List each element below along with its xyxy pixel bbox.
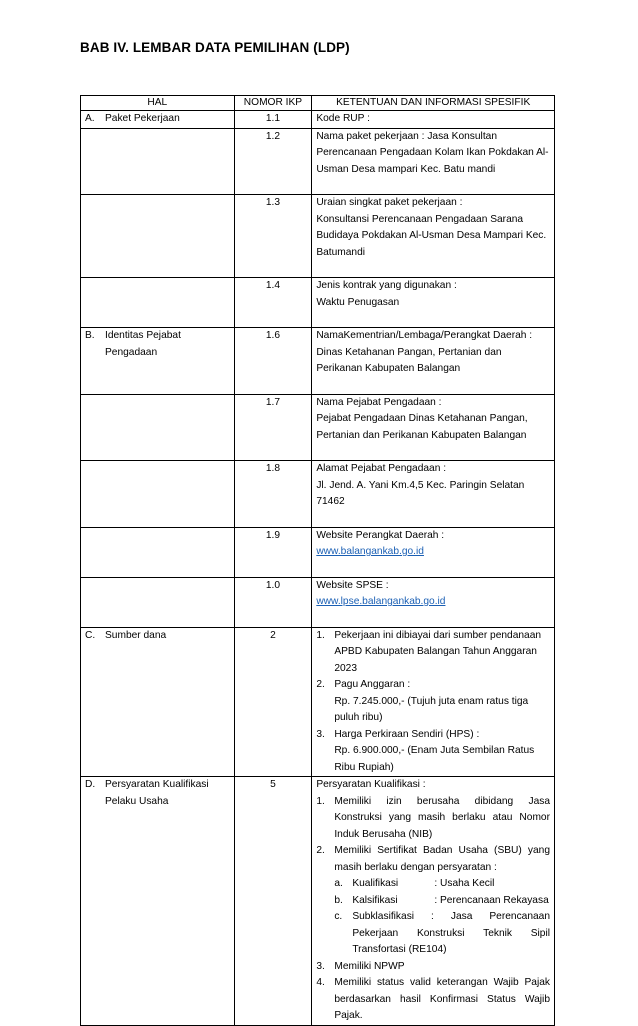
info-cell — [312, 461, 555, 528]
sub-list-item: c. Subklasifikasi : Jasa Perencanaan Pekerjaan Konstruksi Teknik Sipil Transfortasi (RE104) — [334, 911, 550, 955]
info-cell — [312, 527, 555, 577]
section-label: Paket Pekerjaan — [105, 113, 180, 124]
info-text: Jl. Jend. A. Yani Km.4,5 Kec. Paringin Selatan 71462 — [316, 479, 525, 507]
section-label: Sumber dana — [105, 629, 167, 641]
header-nomor-ikp: NOMOR IKP — [234, 96, 312, 111]
ikp-number: 2 — [234, 627, 312, 777]
table-row — [81, 777, 555, 1026]
ikp-number: 1.8 — [234, 461, 312, 528]
sub-list-item: b. Kalsifikasi : Perencanaan Rekayasa — [334, 894, 549, 906]
list-item: 3. Harga Perkiraan Sendiri (HPS) : Rp. 6.900.000,- (Enam Juta Sembilan Ratus Ribu Rupiah) — [316, 728, 535, 773]
info-label: Persyaratan Kualifikasi : — [316, 779, 426, 790]
info-cell — [312, 195, 555, 278]
info-text: Konsultansi Perencanaan Pengadaan Sarana Budidaya Pokdakan Al-Usman Desa Mampari Kec. Batumandi — [316, 213, 547, 258]
ldp-table — [80, 95, 555, 1026]
info-label: Alamat Pejabat Pengadaan : — [316, 463, 447, 474]
section-cell — [81, 627, 235, 777]
section-cell — [81, 111, 235, 129]
list-item: 2. Memiliki Sertifikat Badan Usaha (SBU) yang masih berlaku dengan persyaratan : a. Kualifikasi : Usaha Kecil b. Kalsifikasi : Perencanaan Rekayasa c. Subklasifikasi : Jasa Perencanaan Pekerjaan Konstruksi Teknik Sipil Transfortasi (RE104) — [316, 843, 550, 959]
info-cell — [312, 278, 555, 328]
info-text: Nama paket pekerjaan : Jasa Konsultan Perencanaan Pengadaan Kolam Ikan Pokdakan Al-Usman Desa mampari Kec. Batu mandi — [316, 130, 549, 175]
info-label: NamaKementrian/Lembaga/Perangkat Daerah : — [316, 330, 533, 341]
table-row — [81, 461, 555, 528]
info-cell — [312, 128, 555, 195]
section-letter: D. — [85, 779, 96, 790]
info-cell — [312, 394, 555, 461]
sub-list-item: a. Kualifikasi : Usaha Kecil — [334, 878, 495, 889]
info-label: Uraian singkat paket pekerjaan : — [316, 197, 463, 208]
header-hal: HAL — [81, 96, 235, 111]
info-cell — [312, 777, 555, 1026]
ikp-number: 1.1 — [234, 111, 312, 129]
ikp-number: 1.3 — [234, 195, 312, 278]
info-text: Dinas Ketahanan Pangan, Pertanian dan Perikanan Kabupaten Balangan — [316, 346, 502, 374]
ikp-number: 1.6 — [234, 328, 312, 395]
ikp-number: 5 — [234, 777, 312, 1026]
ikp-number: 1.9 — [234, 527, 312, 577]
section-label: Persyaratan Kualifikasi Pelaku Usaha — [105, 779, 209, 807]
ikp-number: 1.0 — [234, 577, 312, 627]
list-item: 1. Pekerjaan ini dibiayai dari sumber pendanaan APBD Kabupaten Balangan Tahun Anggaran 2023 — [316, 629, 542, 674]
table-row — [81, 128, 555, 195]
table-row — [81, 328, 555, 395]
info-label: Website SPSE : — [316, 579, 389, 591]
info-text: Pejabat Pengadaan Dinas Ketahanan Pangan, Pertanian dan Perikanan Kabupaten Balangan — [316, 413, 528, 441]
page-title: BAB IV. LEMBAR DATA PEMILIHAN (LDP) — [80, 40, 350, 55]
website-link[interactable]: www.balangankab.go.id — [316, 546, 424, 557]
table-row — [81, 577, 555, 627]
table-row — [81, 627, 555, 777]
ikp-number: 1.2 — [234, 128, 312, 195]
info-text: Kode RUP : — [316, 113, 370, 124]
spse-link[interactable]: www.lpse.balangankab.go.id — [316, 596, 446, 607]
list-item: 3. Memiliki NPWP — [316, 960, 405, 972]
ikp-number: 1.7 — [234, 394, 312, 461]
info-cell — [312, 328, 555, 395]
info-label: Jenis kontrak yang digunakan : — [316, 280, 457, 291]
section-cell — [81, 777, 235, 1026]
info-label: Website Perangkat Daerah : — [316, 529, 445, 541]
table-row — [81, 111, 555, 129]
info-cell — [312, 111, 555, 129]
table-row — [81, 394, 555, 461]
section-label: Identitas Pejabat Pengadaan — [105, 330, 181, 358]
section-letter: C. — [85, 629, 96, 641]
info-cell — [312, 577, 555, 627]
list-item: 1. Memiliki izin berusaha dibidang Jasa Konstruksi yang masih berlaku atau Nomor Induk Berusaha (NIB) — [316, 795, 550, 840]
table-row — [81, 527, 555, 577]
section-letter: A. — [85, 113, 95, 124]
table-row — [81, 195, 555, 278]
header-ketentuan: KETENTUAN DAN INFORMASI SPESIFIK — [312, 96, 555, 111]
list-item: 2. Pagu Anggaran : Rp. 7.245.000,- (Tujuh juta enam ratus tiga puluh ribu) — [316, 679, 529, 723]
section-letter: B. — [85, 330, 95, 341]
table-row — [81, 278, 555, 328]
list-item: 4. Memiliki status valid keterangan Wajib Pajak berdasarkan hasil Konfirmasi Status Wajib Pajak. — [316, 977, 550, 1021]
info-text: Waktu Penugasan — [316, 296, 400, 308]
info-label: Nama Pejabat Pengadaan : — [316, 396, 442, 408]
ikp-number: 1.4 — [234, 278, 312, 328]
info-cell — [312, 627, 555, 777]
table-header-row — [81, 96, 555, 111]
section-cell — [81, 328, 235, 395]
